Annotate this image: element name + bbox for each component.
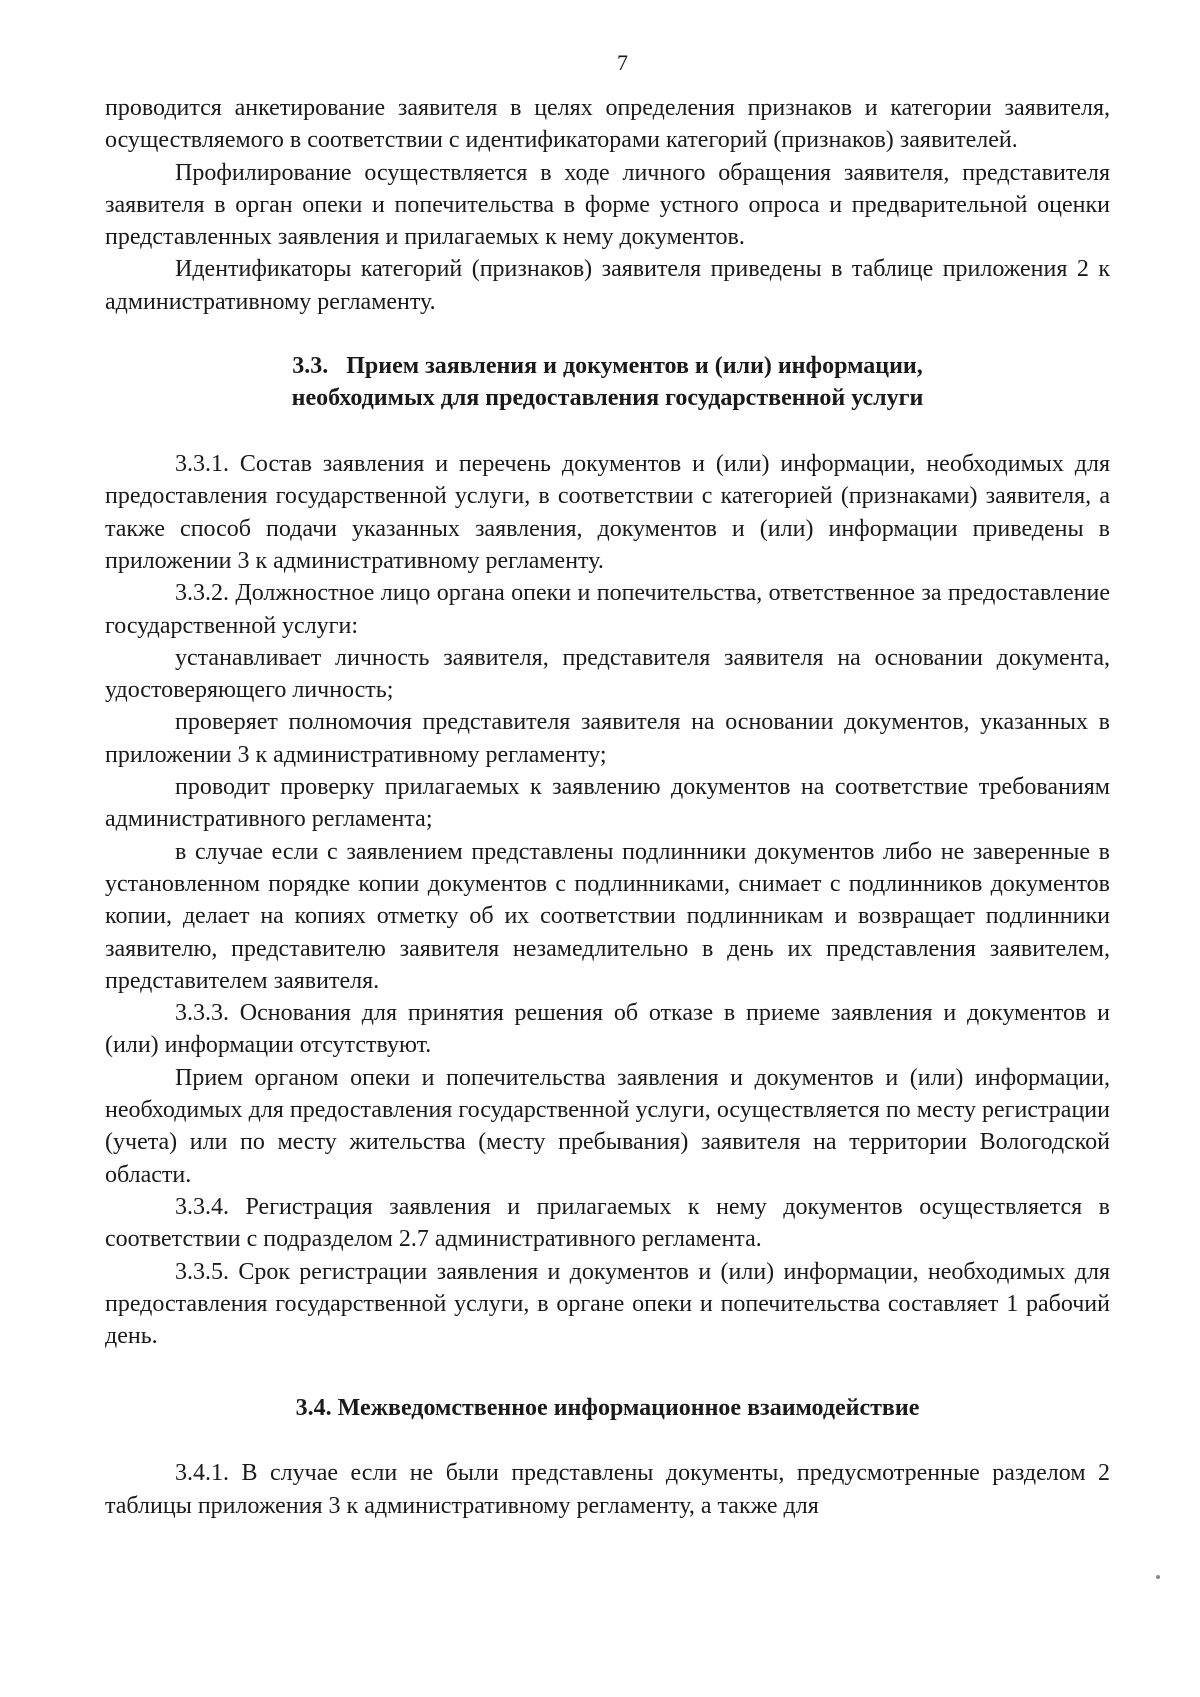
paragraph-3-4-1: 3.4.1. В случае если не были представлены документы, предусмотренные разделом 2 таблицы приложения 3 к административному регламенту, а также для bbox=[105, 1460, 1110, 1519]
paragraph-3-3-1: 3.3.1. Состав заявления и перечень документов и (или) информации, необходимых для предоставления государственной услуги, в соответствии с категорией (признаками) заявителя, а также способ подачи указанных заявления, документов и (или) информации приведены в приложении 3 к административному регламенту. bbox=[105, 451, 1110, 574]
paragraph-identity: устанавливает личность заявителя, представителя заявителя на основании документа, удостоверяющего личность; bbox=[105, 644, 1110, 704]
paragraph-intro-3: Идентификаторы категорий (признаков) заявителя приведены в таблице приложения 2 к административному регламенту. bbox=[105, 256, 1110, 315]
scan-speck bbox=[1156, 1575, 1160, 1579]
paragraph-3-3-3: 3.3.3. Основания для принятия решения об отказе в приеме заявления и документов и (или) информации отсутствуют. bbox=[105, 1000, 1110, 1059]
paragraph-reception: Прием органом опеки и попечительства заявления и документов и (или) информации, необходимых для предоставления государственной услуги, осуществляется по месту регистрации (учета) или по месту жительства (месту пребывания) заявителя на территории Вологодской области. bbox=[105, 1064, 1110, 1188]
paragraph-intro-2: Профилирование осуществляется в ходе личного обращения заявителя, представителя заявителя в орган опеки и попечительства в форме устного опроса и предварительной оценки представленных заявления и прилагаемых к нему документов. bbox=[105, 159, 1110, 251]
section-3-3-heading-line1: 3.3. Прием заявления и документов и (или) информации, bbox=[292, 353, 923, 380]
page-number: 7 bbox=[617, 50, 628, 75]
section-3-4-heading: 3.4. Межведомственное информационное взаимодействие bbox=[295, 1395, 920, 1422]
paragraph-intro-1: проводится анкетирование заявителя в целях определения признаков и категории заявителя, осуществляемого в соответствии с идентификаторами категорий (признаков) заявителей. bbox=[105, 95, 1110, 154]
section-3-3-heading bbox=[105, 350, 1110, 414]
paragraph-3-3-2: 3.3.2. Должностное лицо органа опеки и попечительства, ответственное за предоставление государственной услуги: bbox=[105, 580, 1110, 639]
paragraph-3-3-5: 3.3.5. Срок регистрации заявления и документов и (или) информации, необходимых для предоставления государственной услуги, в органе опеки и попечительства составляет 1 рабочий день. bbox=[105, 1258, 1110, 1350]
paragraph-3-3-4: 3.3.4. Регистрация заявления и прилагаемых к нему документов осуществляется в соответствии с подразделом 2.7 административного регламента. bbox=[105, 1193, 1110, 1253]
paragraph-check: проводит проверку прилагаемых к заявлению документов на соответствие требованиям административного регламента; bbox=[105, 774, 1110, 833]
paragraph-originals: в случае если с заявлением представлены подлинники документов либо не заверенные в установленном порядке копии документов с подлинниками, снимает с подлинников документов копии, делает на копиях отметку об их соответствии подлинникам и возвращает подлинники заявителю, представителю заявителя незамедлительно в день их представления заявителем, представителем заявителя. bbox=[105, 838, 1110, 994]
section-3-3-heading-line2: необходимых для предоставления государственной услуги bbox=[291, 385, 924, 412]
paragraph-authority: проверяет полномочия представителя заявителя на основании документов, указанных в приложении 3 к административному регламенту; bbox=[105, 709, 1110, 768]
